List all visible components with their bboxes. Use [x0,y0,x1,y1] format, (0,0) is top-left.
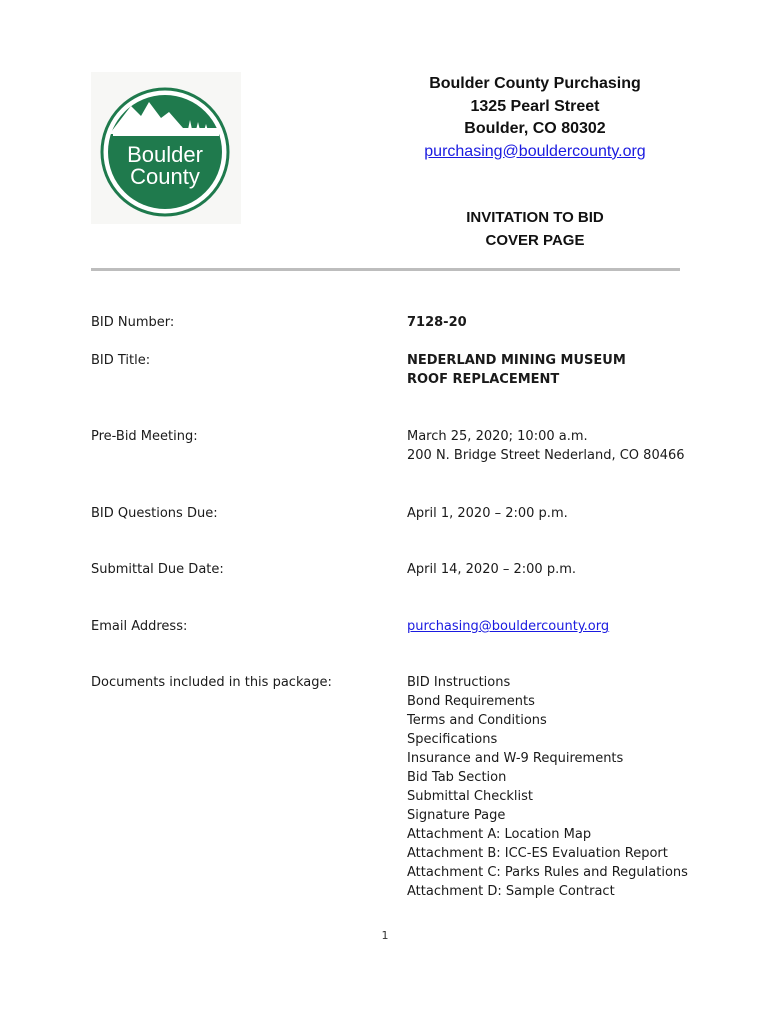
pre-bid-location: 200 N. Bridge Street Nederland, CO 80466 [407,448,685,463]
pre-bid-meeting-value [407,427,685,465]
email-label: Email Address: [91,619,188,634]
document-item: Insurance and W-9 Requirements [407,751,624,766]
title-line-1: INVITATION TO BID [466,209,604,226]
bid-title-value [407,351,626,389]
documents-label: Documents included in this package: [91,675,332,690]
document-title [440,206,630,252]
document-item: Signature Page [407,808,506,823]
pre-bid-date: March 25, 2020; 10:00 a.m. [407,429,588,444]
document-item: Submittal Checklist [407,789,534,804]
street-address: 1325 Pearl Street [470,97,600,115]
submittal-due-label: Submittal Due Date: [91,562,224,577]
page-number: 1 [381,929,389,942]
document-item: Bid Tab Section [407,770,507,785]
header-email-link[interactable]: purchasing@bouldercounty.org [424,142,646,160]
document-item: Attachment D: Sample Contract [407,884,615,899]
document-item: BID Instructions [407,675,511,690]
document-item: Specifications [407,732,498,747]
title-line-2: COVER PAGE [485,232,585,249]
questions-due-value: April 1, 2020 – 2:00 p.m. [407,506,568,521]
purchasing-address-block [400,73,670,163]
bid-title-label: BID Title: [91,353,151,368]
logo-line-1: Boulder [127,142,203,167]
org-name: Boulder County Purchasing [429,75,641,92]
bid-number-label: BID Number: [91,315,175,330]
email-link[interactable]: purchasing@bouldercounty.org [407,619,610,634]
logo-seal-icon [91,72,241,224]
horizontal-divider [91,268,680,271]
pre-bid-meeting-label: Pre-Bid Meeting: [91,429,198,444]
document-item: Bond Requirements [407,694,535,709]
document-item: Attachment B: ICC-ES Evaluation Report [407,846,668,861]
bid-number-value: 7128-20 [407,315,467,330]
document-item: Terms and Conditions [407,713,547,728]
document-item: Attachment A: Location Map [407,827,592,842]
bid-title-line-1: NEDERLAND MINING MUSEUM [407,353,626,368]
city-state-zip: Boulder, CO 80302 [464,120,606,137]
questions-due-label: BID Questions Due: [91,506,218,521]
logo-line-2: County [130,164,200,189]
boulder-county-logo [91,72,241,224]
submittal-due-value: April 14, 2020 – 2:00 p.m. [407,562,577,577]
documents-list [407,673,688,901]
document-item: Attachment C: Parks Rules and Regulations [407,865,688,880]
bid-title-line-2: ROOF REPLACEMENT [407,372,560,387]
